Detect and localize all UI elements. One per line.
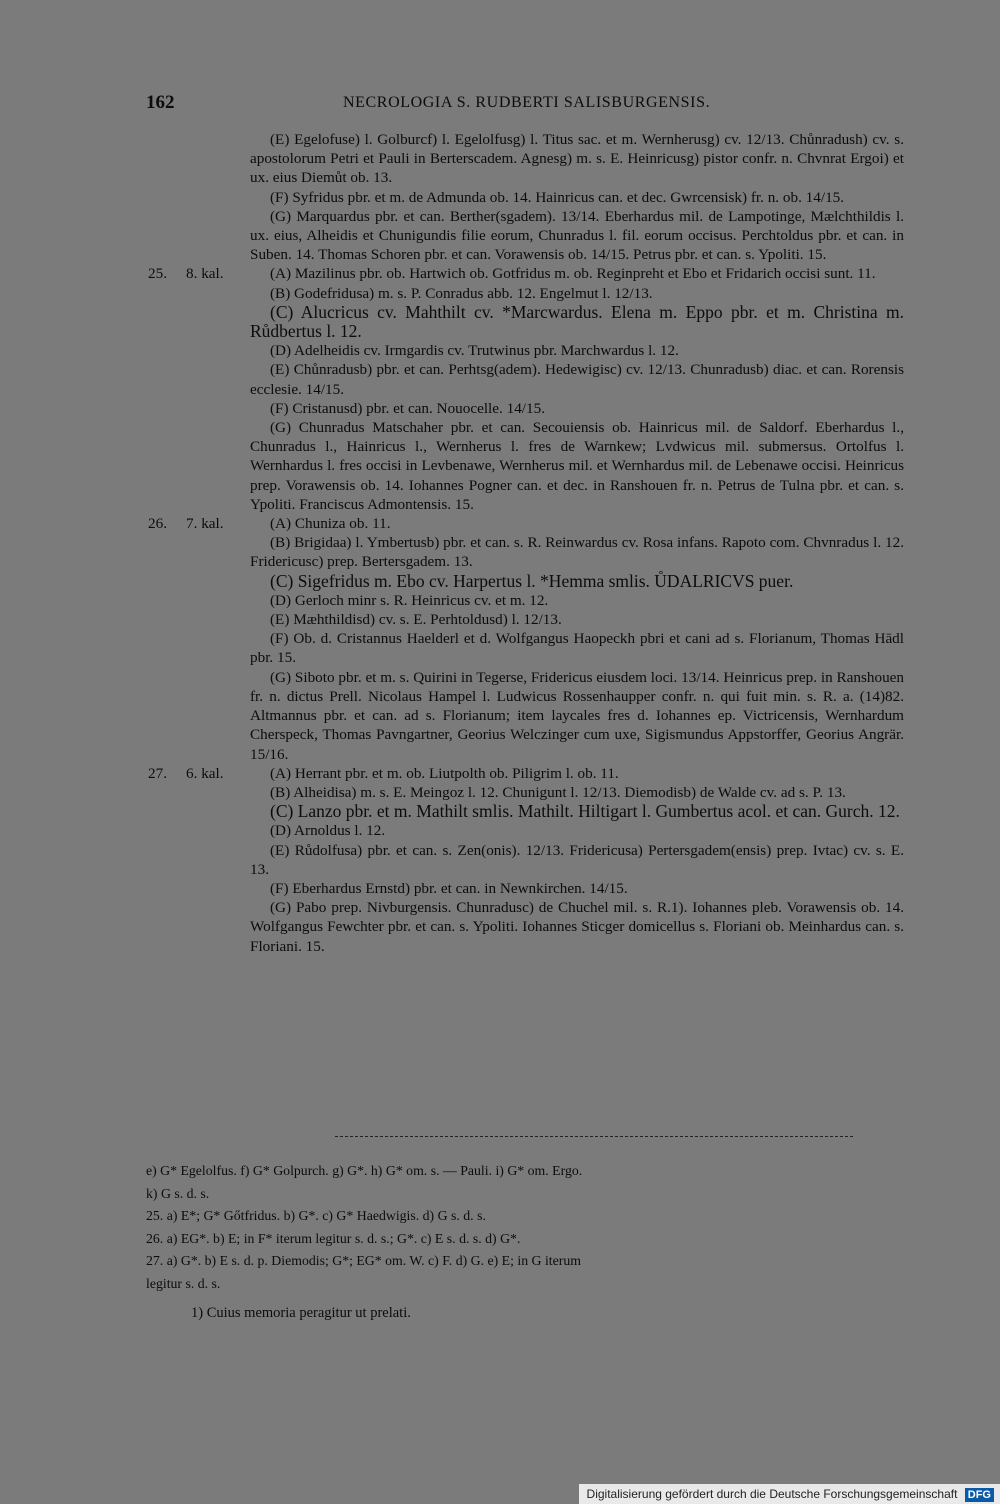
entry xyxy=(148,207,904,265)
entry-text: (E) Mæhthildisd) cv. s. E. Perhtoldusd) l. 12/13. xyxy=(270,611,562,629)
entry xyxy=(148,188,904,207)
entry xyxy=(148,841,904,879)
entry xyxy=(148,802,904,821)
footnote: 1) Cuius memoria peragitur ut prelati. xyxy=(191,1305,411,1321)
entry xyxy=(148,572,904,591)
entry xyxy=(148,591,904,610)
entry xyxy=(148,783,904,802)
apparatus-line: 25. a) E*; G* Gőtfridus. b) G*. c) G* Haedwigis. d) G s. d. s. xyxy=(146,1208,486,1224)
entry xyxy=(148,533,904,571)
entry-text: (D) Adelheidis cv. Irmgardis cv. Trutwinus pbr. Marchwardus l. 12. xyxy=(270,342,679,360)
running-head: NECROLOGIA S. RUDBERTI SALISBURGENSIS. xyxy=(343,94,711,111)
entry-text: (E) Chůnradusb) pbr. et can. Perhtsg(adem). Hedewigisc) cv. 12/13. Chunradusb) diac. et can. Rorensis ecclesie. 14/15. xyxy=(250,361,904,398)
entry-text: (D) Arnoldus l. 12. xyxy=(270,822,386,840)
kalends-date: 7. kal. xyxy=(186,515,224,533)
entry xyxy=(148,610,904,629)
entry-text: (G) Siboto pbr. et m. s. Quirini in Tegerse, Fridericus eiusdem loci. 13/14. Heinricus prep. in Ranshouen fr. n. dictus Prell. Nicolaus Hampel l. Ludwicus Rossenhaupper confr. n. qui fuit min. s. R. a. (14)82. Altmannus pbr. et can. ad s. Florianum; item laycales fres d. Iohannes ep. Victricensis, Wernhardum Cherspeck, Thomas Pavngartner, Georius Welczinger cum uxe, Sigismundus Appstorffer, Georius Angrär. 15/16. xyxy=(250,668,904,763)
apparatus-line: e) G* Egelolfus. f) G* Golpurch. g) G*. h) G* om. s. — Pauli. i) G* om. Ergo. xyxy=(146,1163,583,1178)
entry xyxy=(148,399,904,418)
entry-text: (C) Alucricus cv. Mahthilt cv. *Marcwardus. Elena m. Eppo pbr. et m. Christina m. Růdbertus l. 12. xyxy=(250,301,904,342)
entry xyxy=(148,668,904,764)
kalends-date: 8. kal. xyxy=(186,265,224,283)
critical-apparatus xyxy=(146,1160,903,1296)
entry-text: (A) Herrant pbr. et m. ob. Liutpolth ob. Piligrim l. ob. 11. xyxy=(270,764,619,782)
apparatus-line: k) G s. d. s. xyxy=(146,1185,210,1201)
funding-banner xyxy=(579,1484,1000,1504)
entry xyxy=(148,130,904,188)
entry xyxy=(148,898,904,956)
entry xyxy=(148,341,904,360)
page-number: 162 xyxy=(146,92,175,113)
entry-text: (B) Alheidisa) m. s. E. Meingoz l. 12. Chunigunt l. 12/13. Diemodisb) de Walde cv. ad s. P. 13. xyxy=(270,783,846,801)
entry-text: (B) Brigidaa) l. Ymbertusb) pbr. et can. s. R. Reinwardus cv. Rosa infans. Rapoto com. Chvnradus l. 12. Fridericusc) prep. Bertersgadem. 13. xyxy=(250,534,904,571)
entry-text: (E) Egelofuse) l. Golburcf) l. Egelolfusg) l. Titus sac. et m. Wernherusg) cv. 12/13. Chůnradush) cv. s. apostolorum Petri et Pauli in Berterscadem. Agnesg) m. s. E. Heinricusg) pistor confr. n. Chvnrat Ergoi) et ux. eius Diemůt ob. 13. xyxy=(250,131,904,187)
entry xyxy=(148,629,904,667)
dated-entry xyxy=(148,764,904,783)
entry-text: (B) Godefridusa) m. s. P. Conradus abb. 12. Engelmut l. 12/13. xyxy=(270,284,653,302)
entry xyxy=(148,360,904,398)
dated-entry xyxy=(148,514,904,533)
entry-text: (E) Růdolfusa) pbr. et can. s. Zen(onis). 12/13. Fridericusa) Pertersgadem(ensis) prep. Ivtac) cv. s. E. 13. xyxy=(250,841,904,878)
entry-text: (C) Lanzo pbr. et m. Mathilt smlis. Mathilt. Hiltigart l. Gumbertus acol. et can. Gurch. 12. xyxy=(270,801,900,822)
entry xyxy=(148,879,904,898)
separator-rule xyxy=(335,1136,853,1137)
entry-text: (D) Gerloch minr s. R. Heinricus cv. et m. 12. xyxy=(270,591,549,609)
apparatus-line: legitur s. d. s. xyxy=(146,1275,221,1291)
kalends-date: 6. kal. xyxy=(186,764,224,782)
entry xyxy=(148,284,904,303)
entry-text: (C) Sigefridus m. Ebo cv. Harpertus l. *Hemma smlis. ŮDALRICVS puer. xyxy=(270,570,794,591)
entry-text: (G) Marquardus pbr. et can. Berther(sgadem). 13/14. Eberhardus mil. de Lampotinge, Mælchthildis l. ux. eius, Alheidis et Chunigundis filie eorum, Chunradus l. fil. eorum occisus. Perchtoldus pbr. et can. in Suben. 14. Thomas Schoren pbr. et can. Vorawensis ob. 14/15. Petrus pbr. et can. s. Ypoliti. 15. xyxy=(250,207,904,264)
entry-text: (A) Mazilinus pbr. ob. Hartwich ob. Gotfridus m. ob. Reginpreht et Ebo et Fridarich occisi sunt. 11. xyxy=(270,265,876,283)
entry-text: (F) Syfridus pbr. et m. de Admunda ob. 14. Hainricus can. et dec. Gwrcensisk) fr. n. ob. 14/15. xyxy=(270,188,845,206)
entry xyxy=(148,821,904,840)
apparatus-line: 27. a) G*. b) E s. d. p. Diemodis; G*; EG* om. W. c) F. d) G. e) E; in G iterum xyxy=(146,1253,581,1269)
day-number: 27. xyxy=(148,764,167,782)
entry-text: (G) Pabo prep. Nivburgensis. Chunradusc) de Chuchel mil. s. R.1). Iohannes pleb. Vorawensis ob. 14. Wolfgangus Fewchter pbr. et can. s. Ypoliti. Iohannes Sticger domicellus s. Floriani ob. Meinhardus can. s. Floriani. 15. xyxy=(250,899,904,955)
entry-text: (F) Ob. d. Cristannus Haelderl et d. Wolfgangus Haopeckh pbri et cani ad s. Florianum, Thomas Hādl pbr. 15. xyxy=(250,630,904,667)
dated-entry xyxy=(148,264,904,283)
entry-text: (G) Chunradus Matschaher pbr. et can. Secouiensis ob. Hainricus mil. de Saldorf. Eberhardus l., Chunradus l., Hainricus l., Wernherus l. fres de Warnkew; Lvdwicus mil. submersus. Ortolfus l. Wernhardus l. fres occisi in Levbenawe, Wernherus mil. et Wernhardus mil. de Lebenawe occisi. Heinricus prep. Vorawensis ob. 14. Iohannes Pogner can. et dec. in Ranshouen fr. n. Petrus de Tulna pbr. et can. s. Ypoliti. Franciscus Admontensis. 15. xyxy=(250,419,904,513)
day-number: 26. xyxy=(148,515,167,533)
entry xyxy=(148,418,904,514)
necrology-text xyxy=(148,130,904,956)
day-number: 25. xyxy=(148,265,167,283)
entry-text: (F) Eberhardus Ernstd) pbr. et can. in Newnkirchen. 14/15. xyxy=(270,879,628,897)
entry-text: (F) Cristanusd) pbr. et can. Nouocelle. 14/15. xyxy=(270,399,546,417)
apparatus-line: 26. a) EG*. b) E; in F* iterum legitur s. d. s.; G*. c) E s. d. s. d) G*. xyxy=(146,1230,521,1246)
entry xyxy=(148,303,904,341)
entry-text: (A) Chuniza ob. 11. xyxy=(270,515,391,533)
dfg-logo: DFG xyxy=(965,1488,994,1502)
funding-notice: Digitalisierung gefördert durch die Deutsche Forschungsgemeinschaft xyxy=(586,1487,958,1501)
